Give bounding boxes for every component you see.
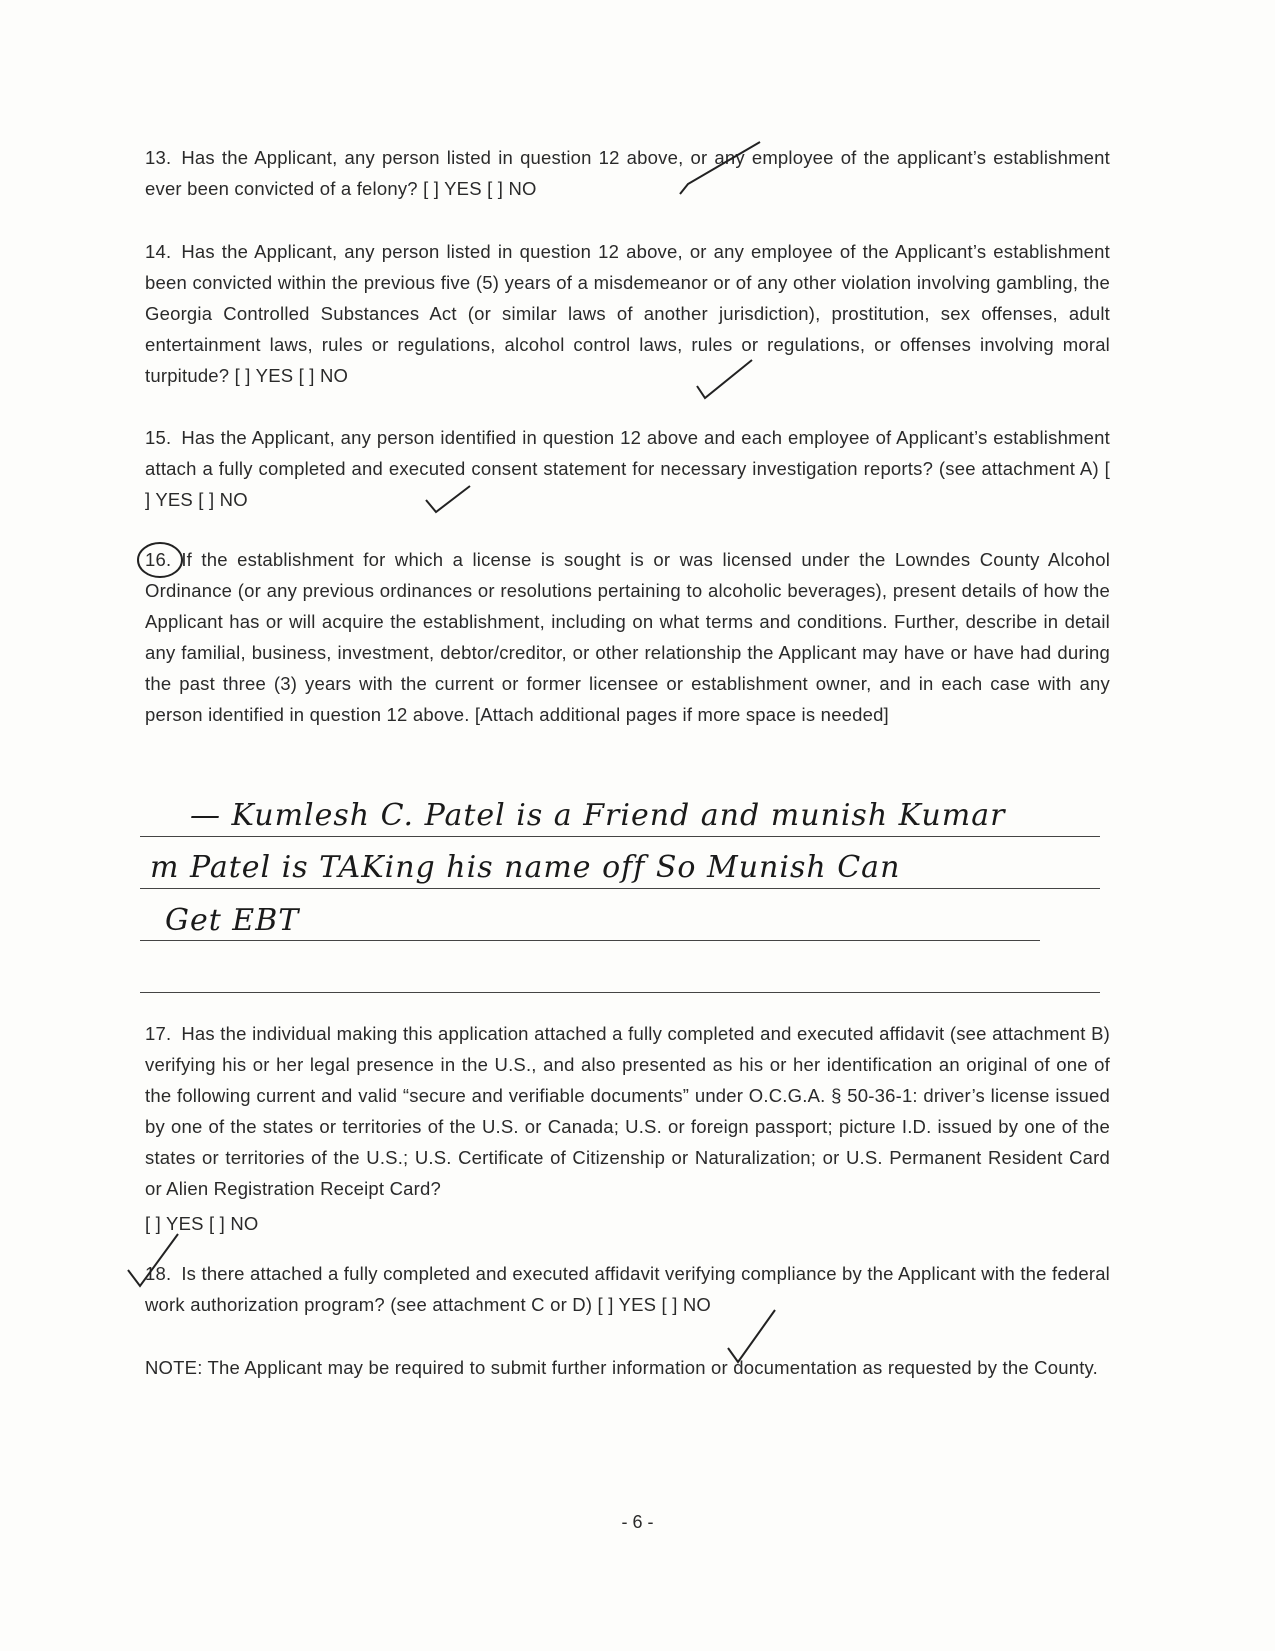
question-16-text: If the establishment for which a license is sought is or was licensed under the Lowndes County Alcohol Ordinance (or any previous ordinances or resolutions pertaining to alcoholic beverages), present details of how the Applicant has or will acquire the establishment, including on what terms and conditions. Further, describe in detail any familial, business, investment, debtor/creditor, or other relationship the Applicant may have or have had during the past three (3) years with the current or former licensee or establishment owner, and in each case with any person identified in question 12 above. [Attach additional pages if more space is needed]: [145, 549, 1110, 725]
question-17-number: 17.: [145, 1023, 172, 1044]
question-17-answer: [ ] YES [ ] NO: [145, 1213, 259, 1234]
checkmark-q13-icon: [680, 142, 760, 194]
question-14-text: Has the Applicant, any person listed in question 12 above, or any employee of the Applicant’s establishment been convicted within the previous five (5) years of a misdemeanor or of any other violation involving gambling, the Georgia Controlled Substances Act (or similar laws of another jurisdiction), prostitution, sex offenses, adult entertainment laws, rules or regulations, alcohol control laws, rules or regulations, or offenses involving moral turpitude? [ ] YES [ ] NO: [145, 241, 1110, 386]
checkmark-q15-icon: [426, 486, 470, 512]
question-17-text: Has the individual making this application attached a fully completed and executed affidavit (see attachment B) verifying his or her legal presence in the U.S., and also presented as his or her identification an original of one of the following current and valid “secure and verifiable documents” under O.C.G.A. § 50-36-1: driver’s license issued by one of the states or territories of the U.S. or Canada; U.S. or foreign passport; picture I.D. issued by one of the states or territories of the U.S.; U.S. Certificate of Citizenship or Naturalization; or U.S. Permanent Resident Card or Alien Registration Receipt Card?: [145, 1023, 1110, 1199]
note: NOTE: The Applicant may be required to submit further information or documentation as requested by the County.: [145, 1357, 1098, 1378]
question-14-number: 14.: [145, 241, 172, 262]
checkmark-q18-icon: [728, 1310, 775, 1362]
question-13-number: 13.: [145, 147, 172, 168]
page-number: - 6 -: [621, 1512, 654, 1532]
handwritten-answer-line-1: — Kumlesh C. Patel is a Friend and munish Kumar: [190, 798, 1006, 833]
checkmark-q14-icon: [697, 360, 752, 398]
question-15-number: 15.: [145, 427, 172, 448]
checkmark-q17-icon: [128, 1234, 178, 1286]
question-18-text: Is there attached a fully completed and executed affidavit verifying compliance by the Applicant with the federal work authorization program? (see attachment C or D) [ ] YES [ ] NO: [145, 1263, 1110, 1315]
question-15-text: Has the Applicant, any person identified in question 12 above and each employee of Applicant’s establishment attach a fully completed and executed consent statement for necessary investigation reports? (see attachment A) [ ] YES [ ] NO: [145, 427, 1110, 510]
question-13-text: Has the Applicant, any person listed in question 12 above, or any employee of the applicant’s establishment ever been convicted of a felony? [ ] YES [ ] NO: [145, 147, 1110, 199]
handwritten-answer-line-2: m Patel is TAKing his name off So Munish Can: [150, 850, 901, 885]
question-18-number: 18.: [145, 1263, 172, 1284]
handwritten-answer-line-3: Get EBT: [165, 903, 300, 938]
circle-16-icon: [138, 543, 182, 577]
question-16-number: 16.: [145, 549, 172, 570]
